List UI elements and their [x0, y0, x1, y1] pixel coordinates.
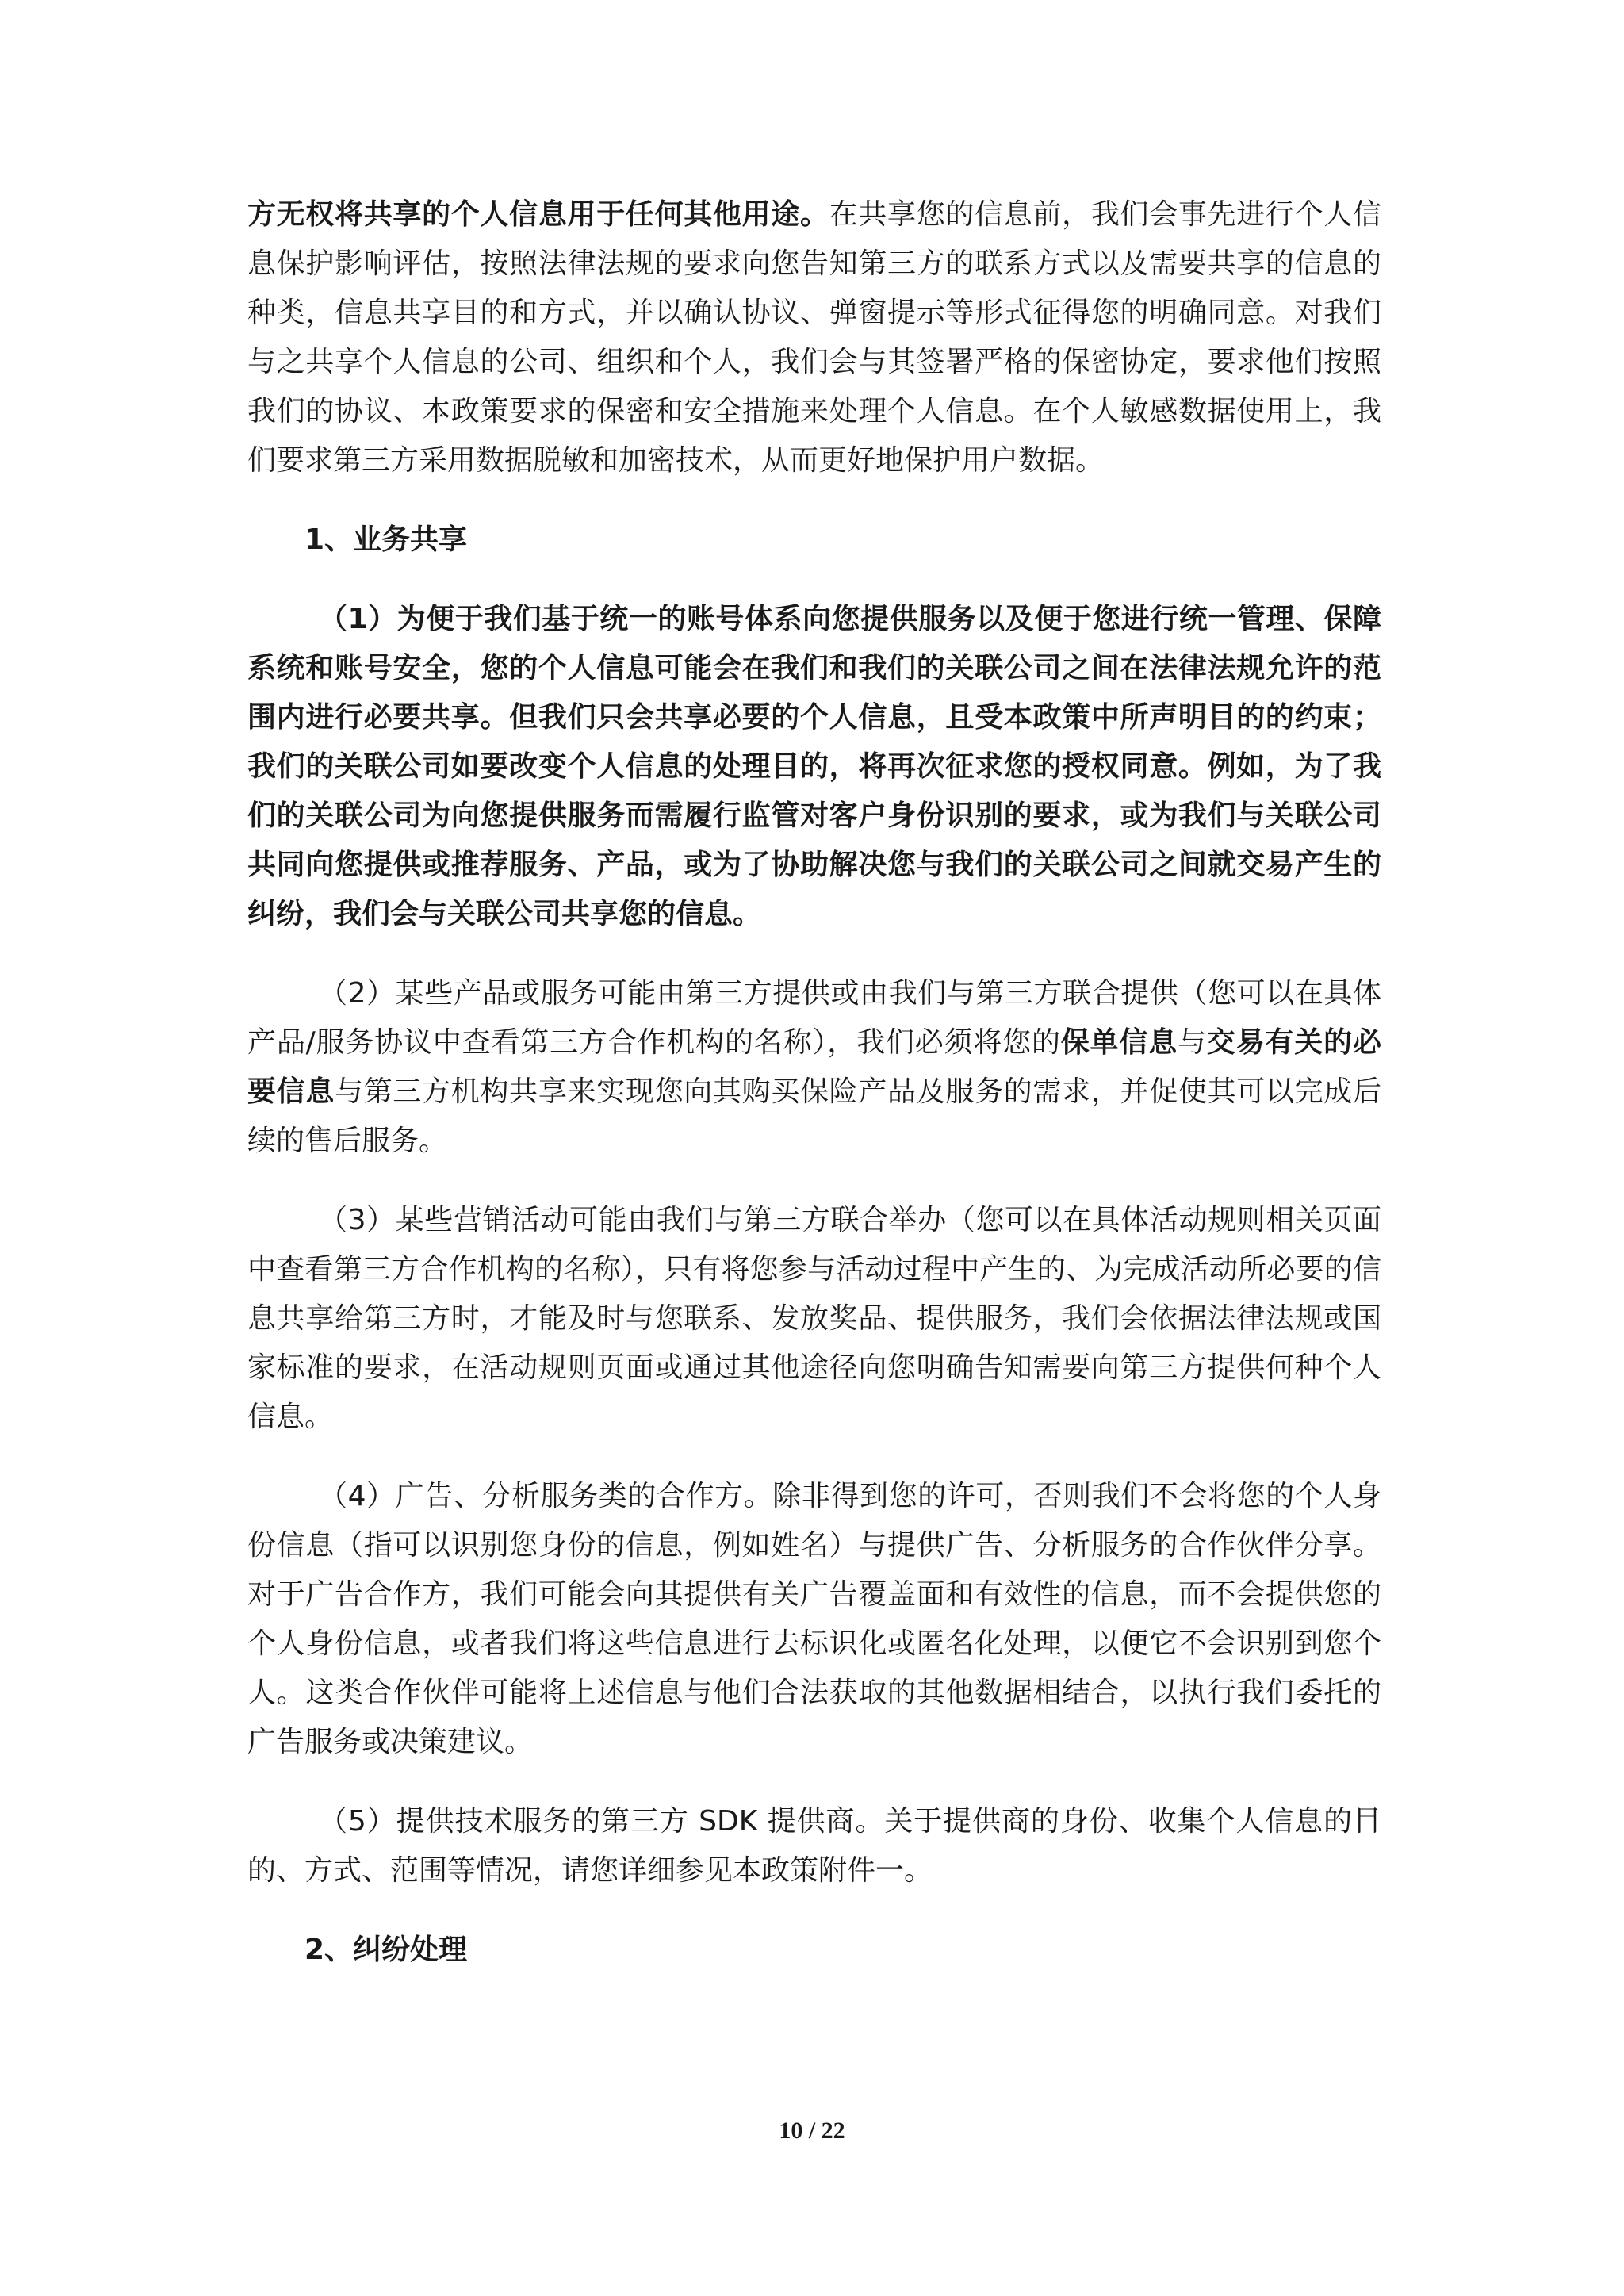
item-2-text-c: 与第三方机构共享来实现您向其购买保险产品及服务的需求，并促使其可以完成后续的售后服务。 — [247, 1075, 1381, 1157]
item-1-paragraph: （1）为便于我们基于统一的账号体系向您提供服务以及便于您进行统一管理、保障系统和账号安全，您的个人信息可能会在我们和我们的关联公司之间在法律法规允许的范围内进行必要共享。但我们只会共享必要的个人信息，且受本政策中所声明目的的约束；我们的关联公司如要改变个人信息的处理目的，将再次征求您的授权同意。例如，为了我们的关联公司为向您提供服务而需履行监管对客户身份识别的要求，或为我们与关联公司共同向您提供或推荐服务、产品，或为了协助解决您与我们的关联公司之间就交易产生的纠纷，我们会与关联公司共享您的信息。 — [247, 603, 1381, 930]
item-4-paragraph: （4）广告、分析服务类的合作方。除非得到您的许可，否则我们不会将您的个人身份信息（指可以识别您身份的信息，例如姓名）与提供广告、分析服务的合作伙伴分享。对于广告合作方，我们可能会向其提供有关广告覆盖面和有效性的信息，而不会提供您的个人身份信息，或者我们将这些信息进行去标识化或匿名化处理，以便它不会识别到您个人。这类合作伙伴可能将上述信息与他们合法获取的其他数据相结合，以执行我们委托的广告服务或决策建议。 — [247, 1480, 1381, 1758]
intro-paragraph — [247, 190, 1381, 485]
section-heading-business-sharing: 1、业务共享 — [304, 523, 468, 556]
intro-bold-lead: 方无权将共享的个人信息用于任何其他用途。 — [247, 198, 829, 231]
item-2-bold-transaction-info: 交易有关的必要信息 — [247, 1026, 1381, 1108]
item-2-text-b: 与 — [1178, 1026, 1207, 1059]
document-body — [247, 190, 1381, 2005]
item-5-paragraph: （5）提供技术服务的第三方 SDK 提供商。关于提供商的身份、收集个人信息的目的、方式、范围等情况，请您详细参见本政策附件一。 — [247, 1805, 1381, 1887]
intro-text: 在共享您的信息前，我们会事先进行个人信息保护影响评估，按照法律法规的要求向您告知第三方的联系方式以及需要共享的信息的种类，信息共享目的和方式，并以确认协议、弹窗提示等形式征得您的明确同意。对我们与之共享个人信息的公司、组织和个人，我们会与其签署严格的保密协定，要求他们按照我们的协议、本政策要求的保密和安全措施来处理个人信息。在个人敏感数据使用上，我们要求第三方采用数据脱敏和加密技术，从而更好地保护用户数据。 — [247, 198, 1381, 477]
item-2-paragraph — [247, 969, 1381, 1166]
page-number: 10 / 22 — [779, 2118, 845, 2144]
item-2-text-a: （2）某些产品或服务可能由第三方提供或由我们与第三方联合提供（您可以在具体产品/服务协议中查看第三方合作机构的名称），我们必须将您的 — [247, 977, 1381, 1059]
item-2-bold-policy-info: 保单信息 — [1060, 1026, 1178, 1059]
item-3-paragraph: （3）某些营销活动可能由我们与第三方联合举办（您可以在具体活动规则相关页面中查看第三方合作机构的名称），只有将您参与活动过程中产生的、为完成活动所必要的信息共享给第三方时，才能及时与您联系、发放奖品、提供服务，我们会依据法律法规或国家标准的要求，在活动规则页面或通过其他途径向您明确告知需要向第三方提供何种个人信息。 — [247, 1204, 1381, 1433]
section-heading-dispute-handling: 2、纠纷处理 — [304, 1934, 468, 1966]
